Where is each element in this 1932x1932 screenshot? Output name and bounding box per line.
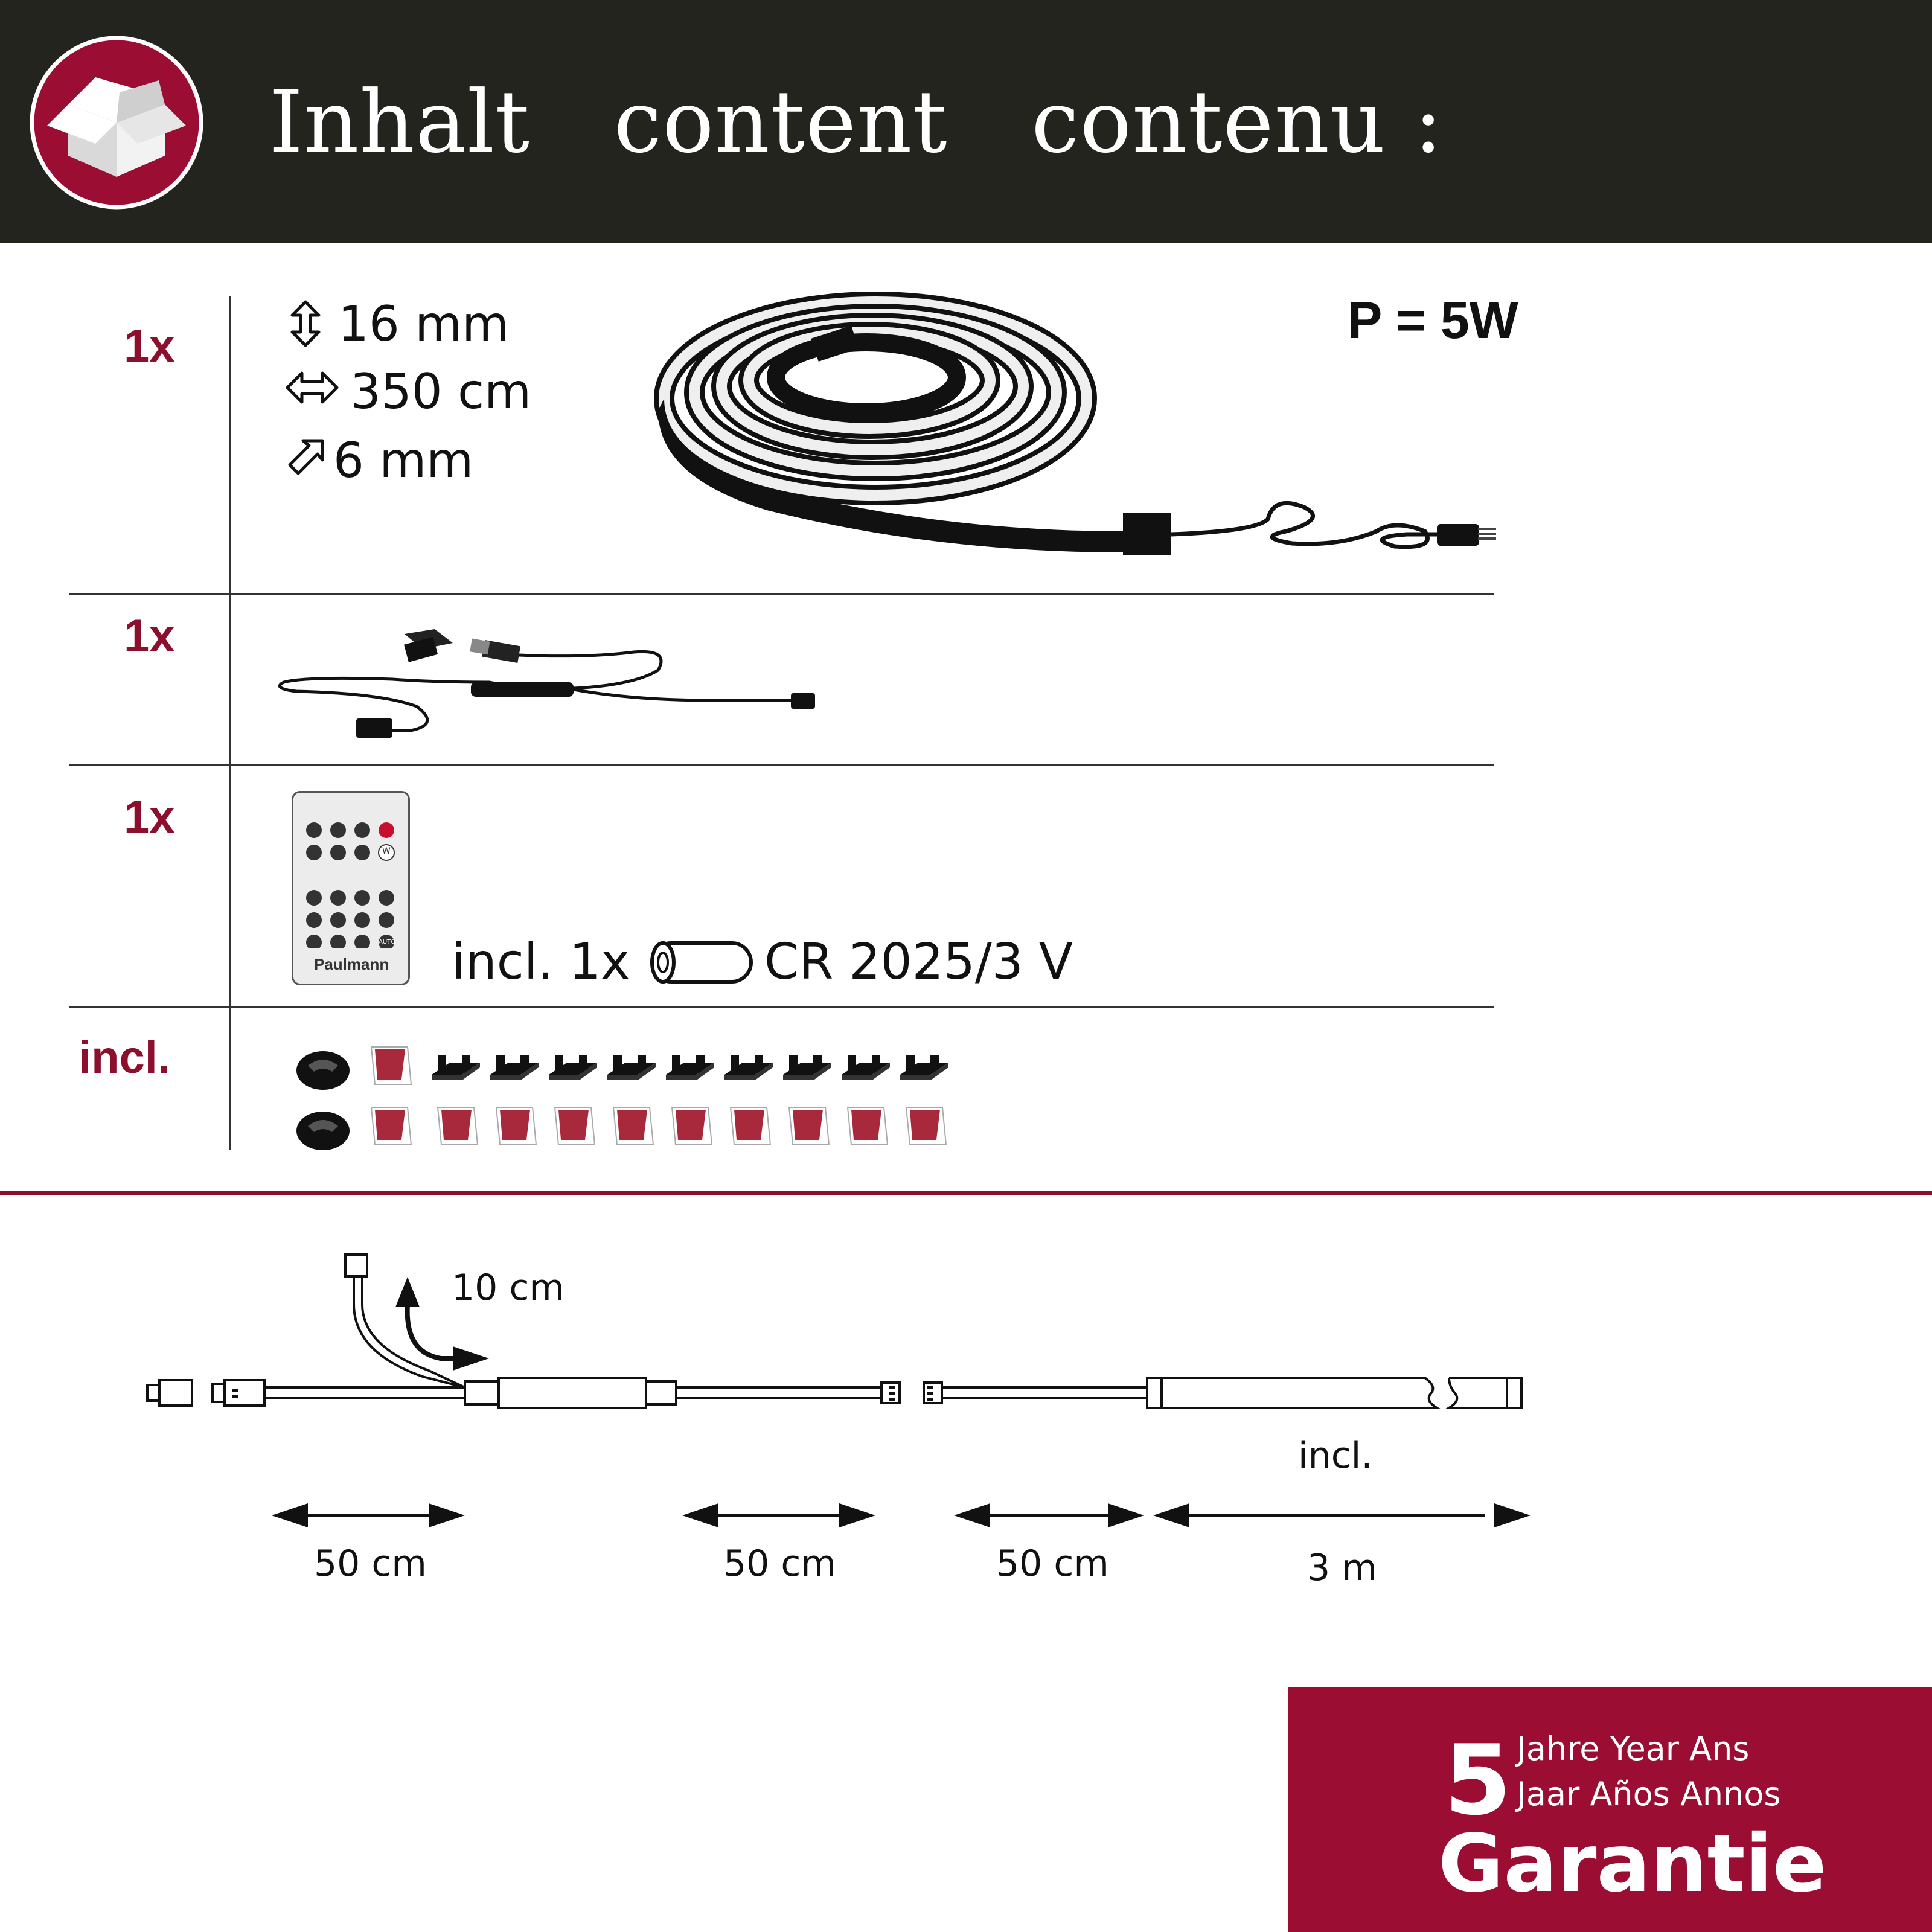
- row-divider: [69, 764, 1494, 766]
- guarantee-years: 5: [1444, 1724, 1512, 1837]
- open-box-icon: [29, 35, 204, 210]
- depth-arrow-icon: [285, 436, 327, 478]
- strip-length: 350 cm: [350, 363, 532, 420]
- battery-spec: CR 2025/3 V: [764, 933, 1073, 991]
- battery-prefix: incl. 1x: [452, 933, 630, 991]
- measure-controller-cable: 50 cm: [723, 1543, 836, 1585]
- measure-usb-cable: 50 cm: [314, 1543, 427, 1585]
- row2-quantity: 1x: [124, 610, 175, 662]
- remote-buttons: [299, 815, 401, 948]
- row-divider: [69, 1006, 1494, 1008]
- strip-depth: 6 mm: [333, 432, 474, 488]
- mounting-clips-image: [290, 1038, 966, 1159]
- usb-controller-cable-image: [272, 622, 845, 749]
- page-title: Inhalt content contenu :: [269, 72, 1444, 172]
- header-bar: [0, 0, 1932, 243]
- power-rating: P = 5W: [1348, 292, 1518, 350]
- section-divider: [0, 1191, 1932, 1195]
- row1-quantity: 1x: [124, 321, 175, 372]
- row4-quantity: incl.: [78, 1032, 171, 1083]
- remote-w-label: W: [382, 846, 391, 856]
- remote-brand: Paulmann: [314, 955, 389, 973]
- remote-auto-label: AUTO: [379, 939, 396, 945]
- led-strip-coil-image: [652, 278, 1521, 568]
- length-arrow-icon: [285, 369, 339, 406]
- sensor-cable-length: 10 cm: [452, 1267, 565, 1309]
- column-divider: [229, 296, 231, 1150]
- battery-icon: [640, 939, 755, 985]
- measure-strip: 3 m: [1307, 1547, 1377, 1589]
- strip-incl-label: incl.: [1298, 1435, 1373, 1477]
- row3-quantity: 1x: [124, 792, 175, 843]
- row-divider: [69, 593, 1494, 595]
- wiring-diagram: [133, 1244, 1546, 1437]
- guarantee-word: Garantie: [1438, 1817, 1827, 1910]
- height-arrow-icon: [287, 299, 324, 348]
- guarantee-line1: Jahre Year Ans: [1517, 1730, 1750, 1768]
- strip-height: 16 mm: [338, 296, 510, 352]
- guarantee-badge: [1288, 1687, 1932, 1932]
- measure-lead-cable: 50 cm: [996, 1543, 1109, 1585]
- guarantee-line2: Jaar Años Annos: [1517, 1775, 1781, 1813]
- measurement-arrows: [266, 1491, 1534, 1540]
